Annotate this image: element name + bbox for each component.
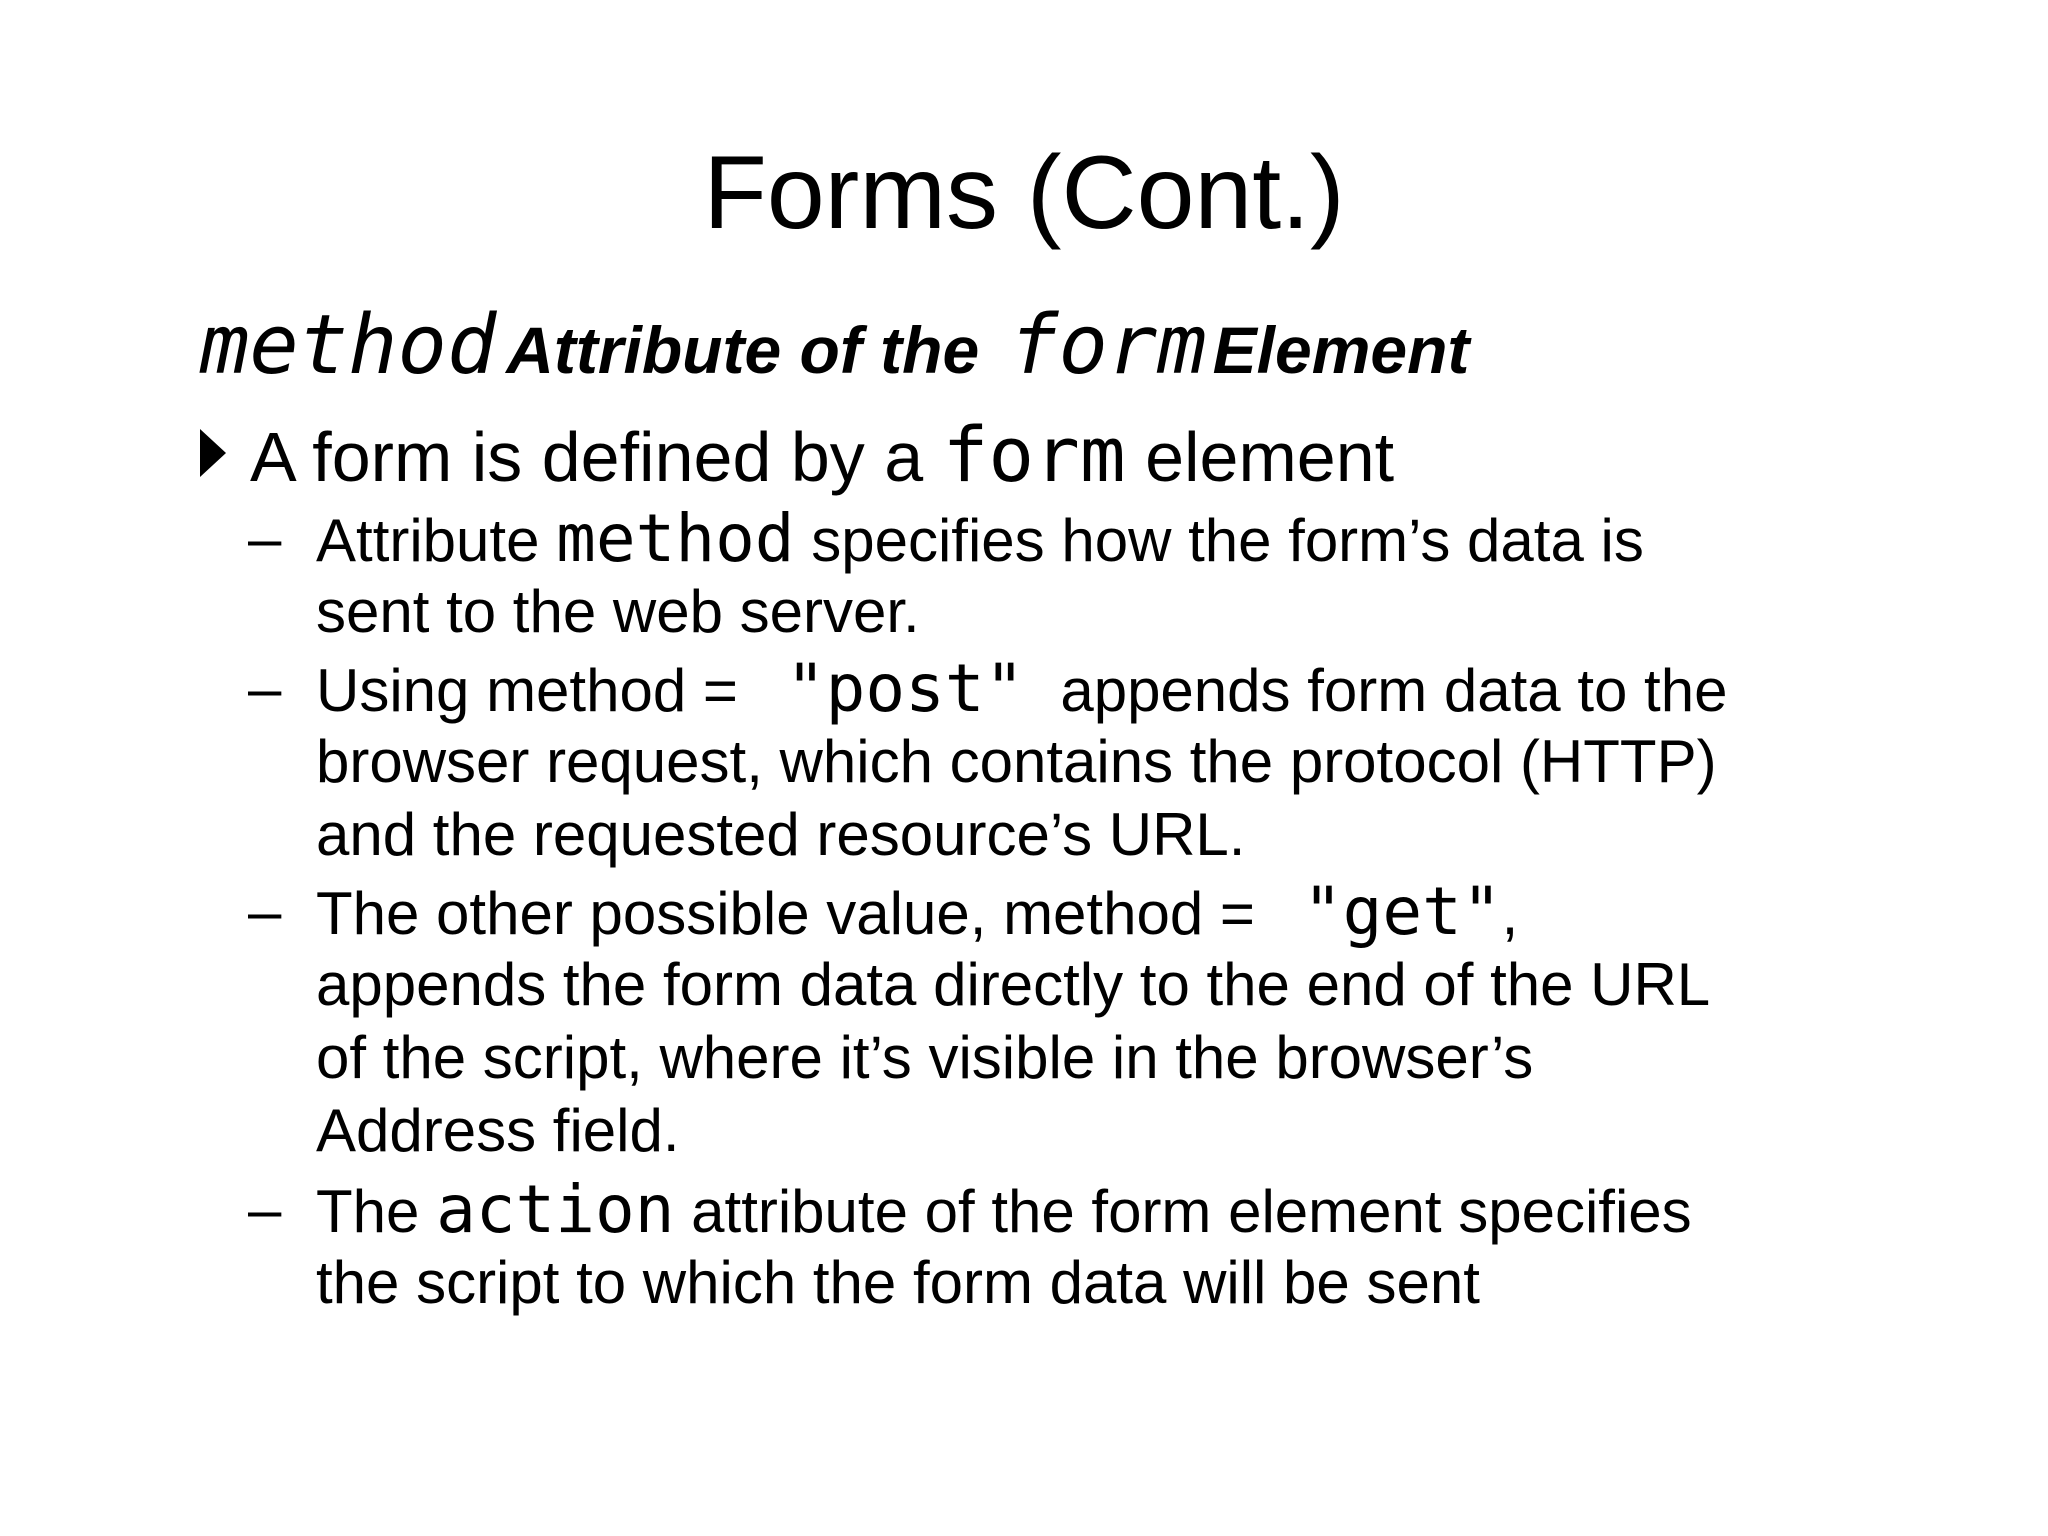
slide-subheading	[200, 296, 1469, 396]
sub-bullet-code: "post"	[785, 650, 1025, 727]
sub-bullet-text: appends form data to the	[1060, 657, 1728, 724]
triangle-bullet-icon	[200, 429, 226, 477]
sub-bullet	[248, 1173, 2008, 1319]
sub-bullet	[248, 652, 2008, 871]
sub-bullet-code: action	[436, 1171, 675, 1248]
sub-bullet-line	[248, 502, 2008, 575]
sub-bullet-text: ,	[1501, 880, 1519, 947]
sub-bullet-line: browser request, which contains the protocol (HTTP)	[316, 728, 1717, 795]
dash-bullet-icon: –	[248, 1176, 282, 1243]
sub-bullet-line: sent to the web server.	[316, 578, 920, 645]
sub-bullet-line: and the requested resource’s URL.	[316, 801, 1246, 868]
sub-bullet-line: of the script, where it’s visible in the browser’s	[316, 1024, 1534, 1091]
sub-bullet-line: appends the form data directly to the end of the URL	[316, 951, 1711, 1018]
slide-title: Forms (Cont.)	[703, 135, 1345, 251]
sub-bullet-line: the script to which the form data will be sent	[316, 1249, 1480, 1316]
sub-bullet-text: The other possible value, method =	[316, 880, 1255, 947]
sub-bullet-line	[248, 875, 2008, 948]
dash-bullet-icon: –	[248, 878, 282, 945]
sub-bullet-text: The	[316, 1178, 420, 1245]
dash-bullet-icon: –	[248, 655, 282, 722]
dash-bullet-icon: –	[248, 505, 282, 572]
sub-bullet-text: Using method =	[316, 657, 738, 724]
sub-bullet-text: attribute of the form element specifies	[691, 1178, 1692, 1245]
sub-bullet-code: "get"	[1302, 873, 1502, 950]
main-bullet	[200, 408, 1394, 502]
sub-bullet	[248, 502, 2008, 648]
sub-bullet-text: specifies how the form’s data is	[811, 507, 1644, 574]
sub-bullet-line: Address field.	[316, 1097, 680, 1164]
subheading-text-element: Element	[1212, 313, 1470, 387]
subheading-text: Attribute of the	[506, 313, 980, 387]
main-bullet-code: form	[942, 410, 1126, 499]
subheading-code-form: form	[1009, 298, 1207, 393]
main-bullet-text-after: element	[1145, 418, 1395, 496]
sub-bullet	[248, 875, 2008, 1167]
sub-bullet-text: Attribute	[316, 507, 540, 574]
sub-bullet-line	[248, 652, 2008, 725]
sub-bullet-line	[248, 1173, 2008, 1246]
subheading-code-method: method	[200, 298, 497, 393]
sub-bullet-code: method	[556, 500, 795, 577]
main-bullet-text: A form is defined by a	[250, 418, 924, 496]
